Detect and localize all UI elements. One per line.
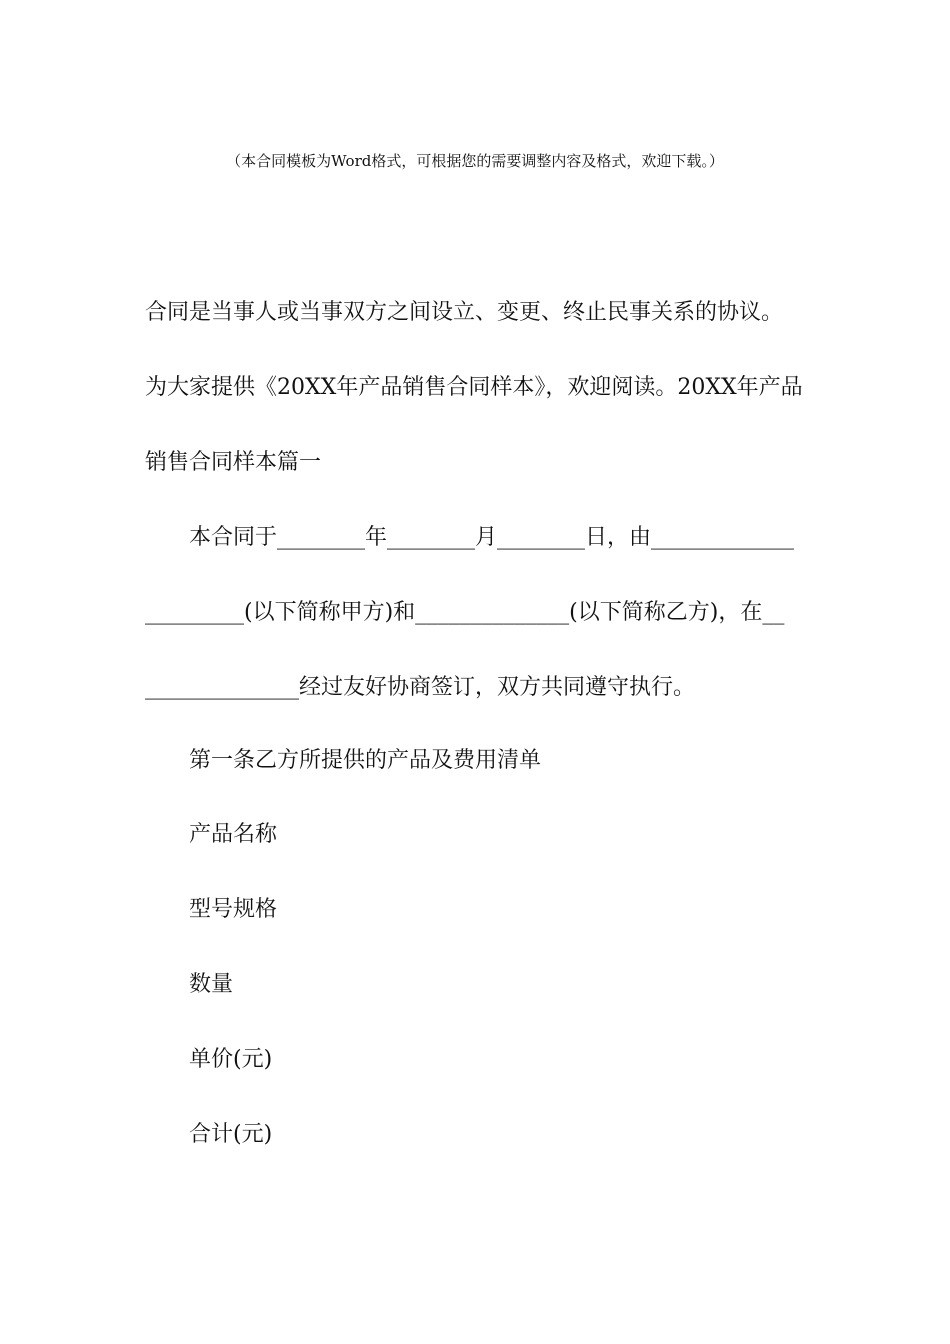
contract-line-2: _________(以下简称甲方)和______________(以下简称乙方)，在__ <box>145 600 785 625</box>
header-note: （本合同模板为Word格式，可根据您的需要调整内容及格式，欢迎下载。） <box>226 152 724 170</box>
contract-line-3: ______________经过友好协商签订，双方共同遵守执行。 <box>145 675 696 700</box>
intro-line-1: 合同是当事人或当事双方之间设立、变更、终止民事关系的协议。 <box>145 300 784 325</box>
contract-line-1: 本合同于________年________月________日，由_____________ <box>189 525 795 550</box>
field-product-name: 产品名称 <box>189 822 278 847</box>
intro-line-2: 为大家提供《20XX年产品销售合同样本》，欢迎阅读。20XX年产品 <box>145 375 803 400</box>
field-quantity: 数量 <box>189 972 234 997</box>
article-1-title: 第一条乙方所提供的产品及费用清单 <box>189 748 542 773</box>
field-total: 合计(元) <box>189 1122 273 1147</box>
intro-line-3: 销售合同样本篇一 <box>145 450 322 475</box>
field-unit-price: 单价(元) <box>189 1047 273 1072</box>
field-model-spec: 型号规格 <box>189 897 278 922</box>
